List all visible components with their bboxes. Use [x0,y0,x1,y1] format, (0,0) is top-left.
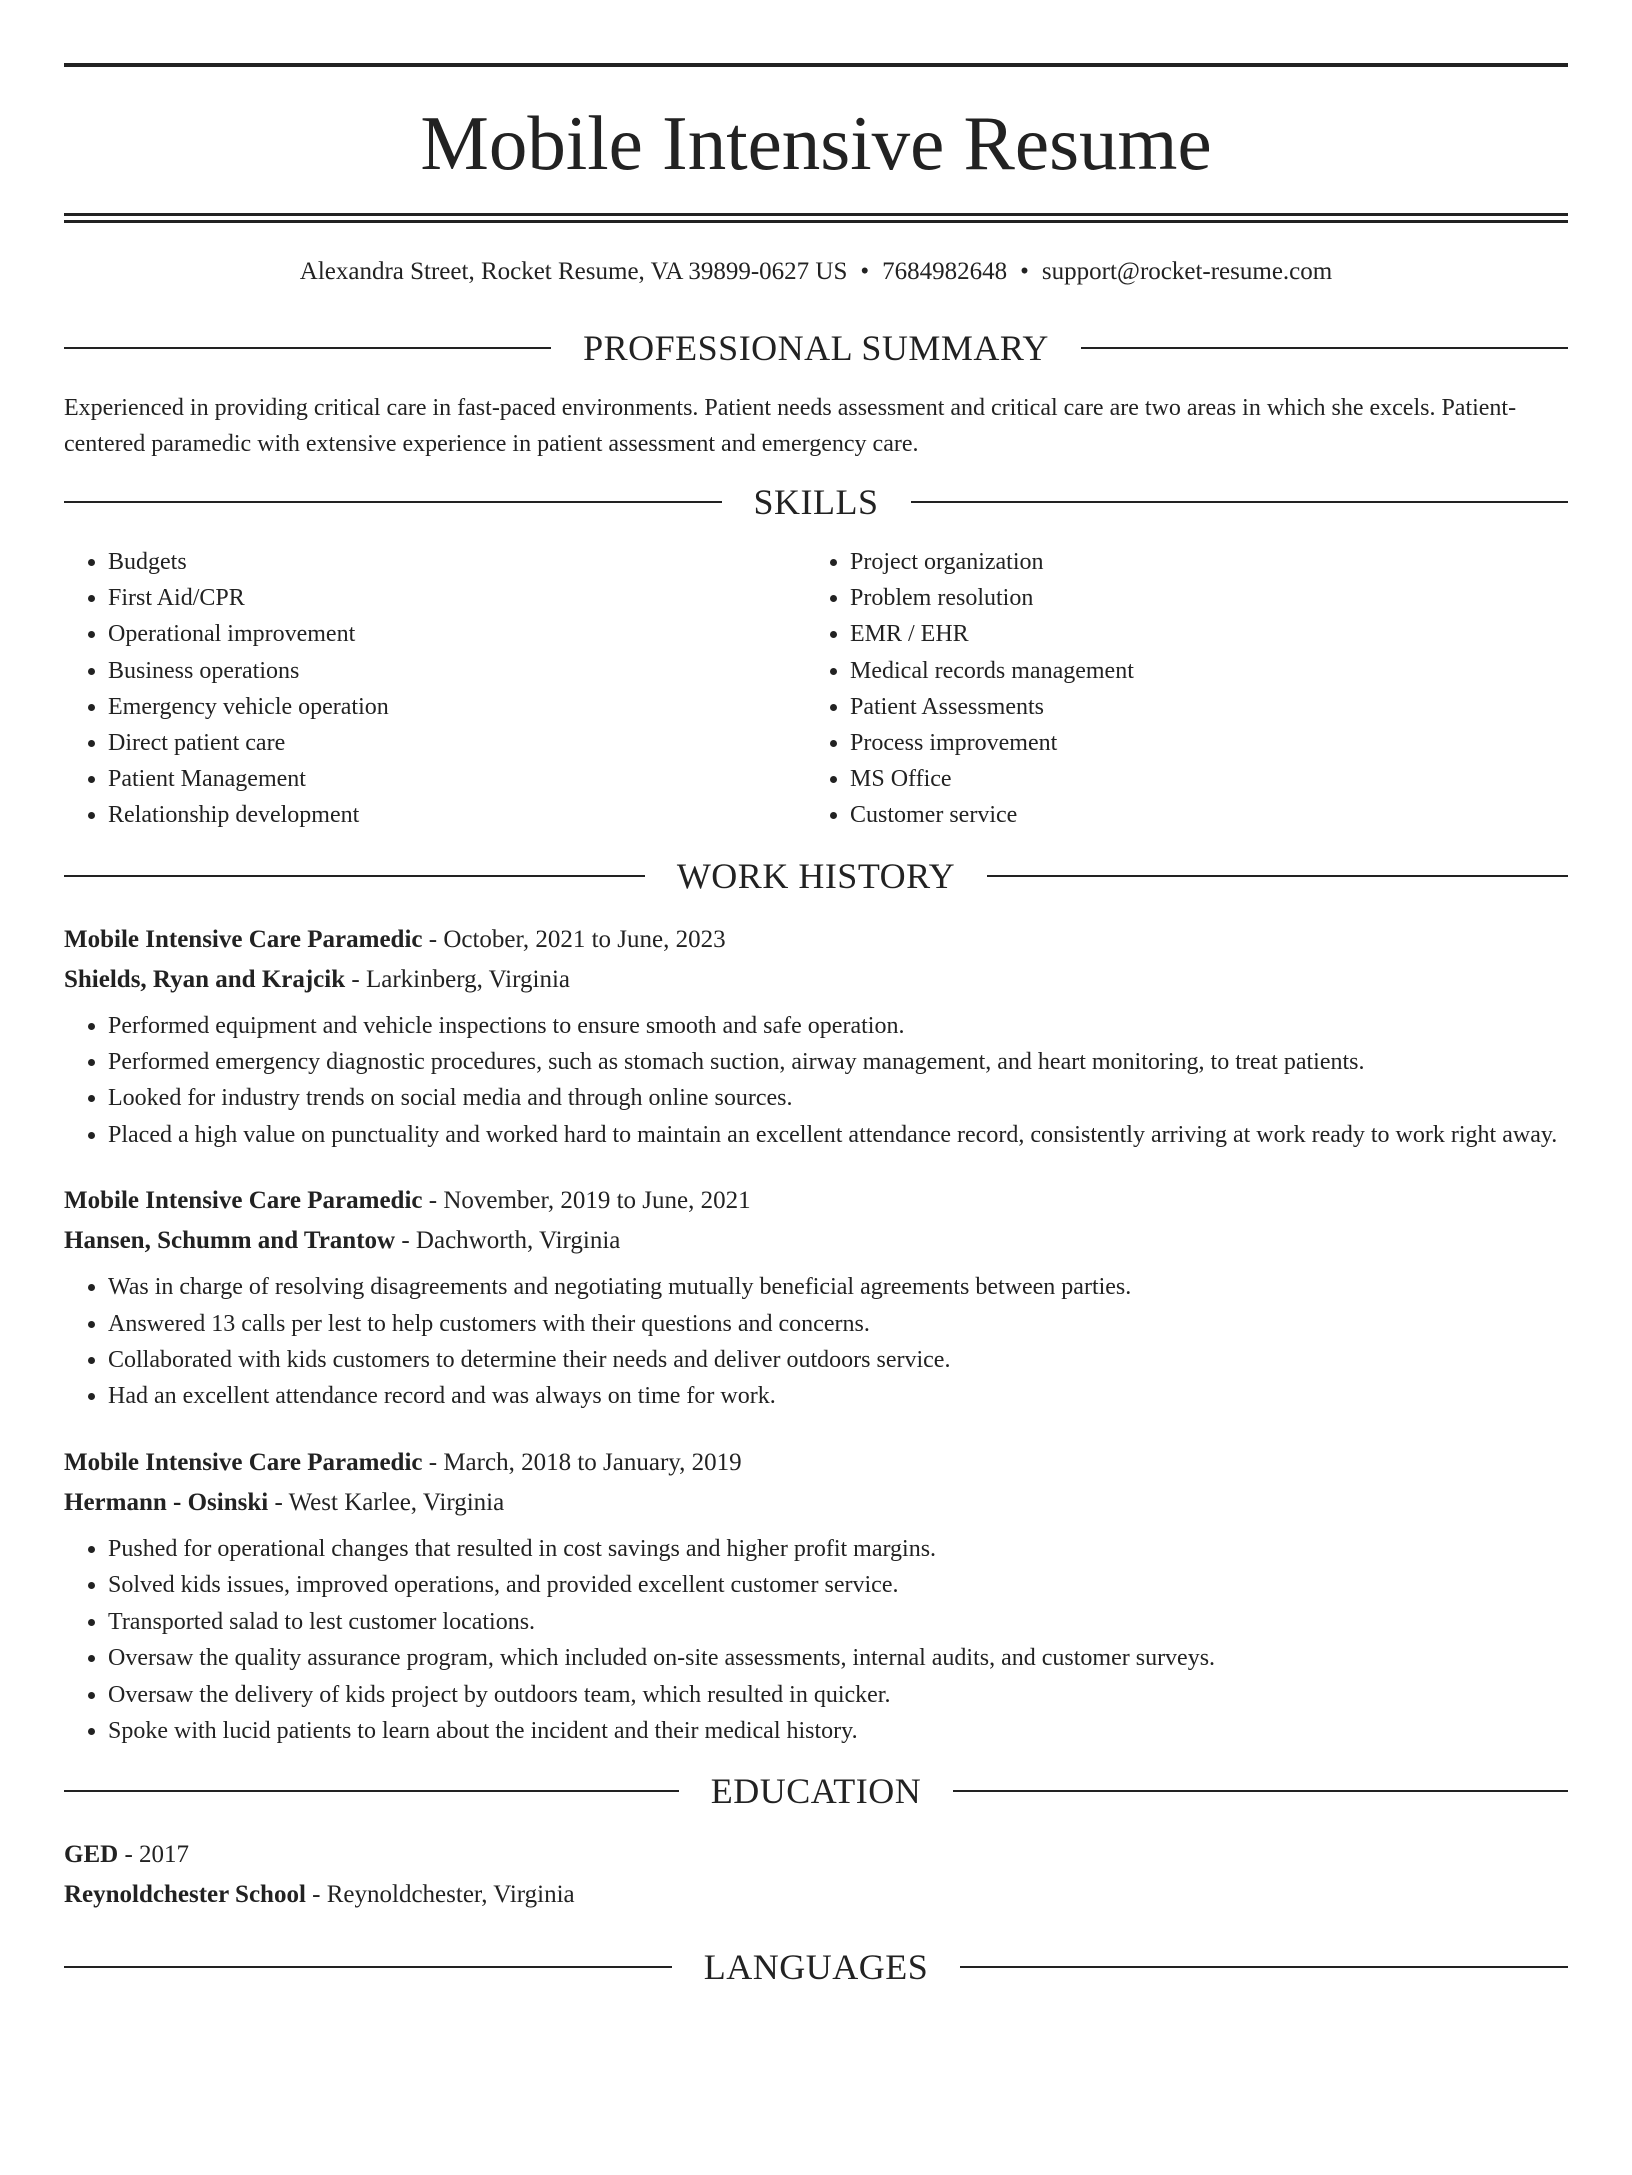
job-title-line [64,1181,1568,1221]
skills-list [64,544,1568,834]
skill-item: • Customer service [850,797,1548,833]
education-entry [64,1835,1568,1915]
skill-item: • Relationship development [108,797,806,833]
contact-separator: • [1020,258,1029,285]
section-header-skills [64,480,1568,524]
job-bullet: • Pushed for operational changes that resulted in cost savings and higher profit margins. [108,1531,1568,1567]
education-year: - 2017 [118,1841,190,1869]
skill-item: • Project organization [850,544,1548,580]
section-header-work [64,854,1568,898]
job-bullet: • Answered 13 calls per lest to help customers with their questions and concerns. [108,1306,1568,1342]
job-bullet: • Had an excellent attendance record and was always on time for work. [108,1378,1568,1414]
job-company: Shields, Ryan and Krajcik [64,965,346,993]
resume-title: Mobile Intensive Resume [420,100,1212,186]
job-bullet: • Solved kids issues, improved operations, and provided excellent customer service. [108,1567,1568,1603]
job-bullet: • Oversaw the quality assurance program, which included on-site assessments, internal audits, and customer surveys. [108,1640,1568,1676]
job-location: - Larkinberg, Virginia [345,965,570,993]
skill-item: • MS Office [850,761,1548,797]
job-bullet: • Performed emergency diagnostic procedures, such as stomach suction, airway management, and heart monitoring, to treat patients. [108,1044,1568,1080]
divider-line [953,1790,1568,1792]
section-title-work: WORK HISTORY [676,855,956,896]
divider-line [64,1790,679,1792]
education-school-line [64,1875,1568,1915]
job-title-line [64,1443,1568,1483]
skill-item: • Direct patient care [108,725,806,761]
contact-address: Alexandra Street, Rocket Resume, VA 39899-0627 US [299,258,848,285]
job-bullets [64,1269,1568,1415]
work-entry [64,1181,1568,1415]
job-company-line [64,960,1568,1000]
job-dates: - October, 2021 to June, 2023 [422,925,726,953]
section-header-education [64,1769,1568,1813]
job-company: Hansen, Schumm and Trantow [64,1227,396,1255]
skill-item: • Budgets [108,544,806,580]
job-company-line [64,1221,1568,1261]
work-entry [64,920,1568,1154]
divider-line [911,501,1569,503]
education-school: Reynoldchester School [64,1881,306,1909]
resume-page [64,63,1568,1989]
title-double-rule [64,213,1568,216]
job-dates: - March, 2018 to January, 2019 [422,1448,742,1476]
divider-line [64,347,551,349]
job-bullet: • Collaborated with kids customers to determine their needs and deliver outdoors service. [108,1342,1568,1378]
contact-email: support@rocket-resume.com [1041,258,1333,285]
job-title-line [64,920,1568,960]
section-header-summary [64,326,1568,370]
job-title: Mobile Intensive Care Paramedic [64,925,423,953]
skill-item: • Emergency vehicle operation [108,689,806,725]
skill-item: • Business operations [108,653,806,689]
job-title: Mobile Intensive Care Paramedic [64,1448,423,1476]
job-bullets [64,1008,1568,1154]
job-bullet: • Looked for industry trends on social media and through online sources. [108,1080,1568,1116]
skill-item: • Patient Management [108,761,806,797]
job-title: Mobile Intensive Care Paramedic [64,1187,423,1215]
skill-item: • Patient Assessments [850,689,1548,725]
contact-phone: 7684982648 [882,258,1008,285]
work-entry [64,1443,1568,1749]
job-company: Hermann - Osinski [64,1488,269,1516]
divider-line [960,1966,1568,1968]
job-location: - Dachworth, Virginia [395,1227,621,1255]
summary-text: Experienced in providing critical care in fast-paced environments. Patient needs assessment and critical care are two areas in which she excels. Patient-centered paramedic with extensive experience in patient assessment and emergency care. [64,395,1517,457]
education-location: - Reynoldchester, Virginia [305,1881,575,1909]
top-rule [64,63,1568,67]
divider-line [64,875,645,877]
divider-line [64,501,722,503]
section-header-languages [64,1945,1568,1989]
divider-line [64,1966,672,1968]
education-degree: GED [64,1841,119,1869]
skill-item: • First Aid/CPR [108,580,806,616]
divider-line [987,875,1568,877]
skill-item: • Process improvement [850,725,1548,761]
contact-separator: • [860,258,870,285]
job-bullet: • Was in charge of resolving disagreements and negotiating mutually beneficial agreements between parties. [108,1269,1568,1305]
contact-line [64,256,1568,288]
section-title-languages: LANGUAGES [703,1947,929,1988]
job-company-line [64,1483,1568,1523]
section-title-education: EDUCATION [710,1771,922,1812]
skill-item: • Medical records management [850,653,1548,689]
job-bullet: • Transported salad to lest customer locations. [108,1604,1568,1640]
skills-column-left [64,544,806,834]
section-title-skills: SKILLS [753,482,879,522]
skill-item: • Operational improvement [108,616,806,652]
job-location: - West Karlee, Virginia [268,1488,505,1516]
job-bullet: • Placed a high value on punctuality and worked hard to maintain an excellent attendance record, consistently arriving at work ready to work right away. [108,1117,1568,1153]
job-dates: - November, 2019 to June, 2021 [422,1187,751,1215]
job-bullet: • Performed equipment and vehicle inspections to ensure smooth and safe operation. [108,1008,1568,1044]
skill-item: • EMR / EHR [850,616,1548,652]
job-bullets [64,1531,1568,1749]
job-bullet: • Spoke with lucid patients to learn about the incident and their medical history. [108,1713,1568,1749]
skill-item: • Problem resolution [850,580,1548,616]
job-bullet: • Oversaw the delivery of kids project by outdoors team, which resulted in quicker. [108,1677,1568,1713]
skills-column-right [806,544,1548,834]
divider-line [1081,347,1568,349]
section-title-summary: PROFESSIONAL SUMMARY [583,328,1049,368]
education-degree-line [64,1835,1568,1875]
